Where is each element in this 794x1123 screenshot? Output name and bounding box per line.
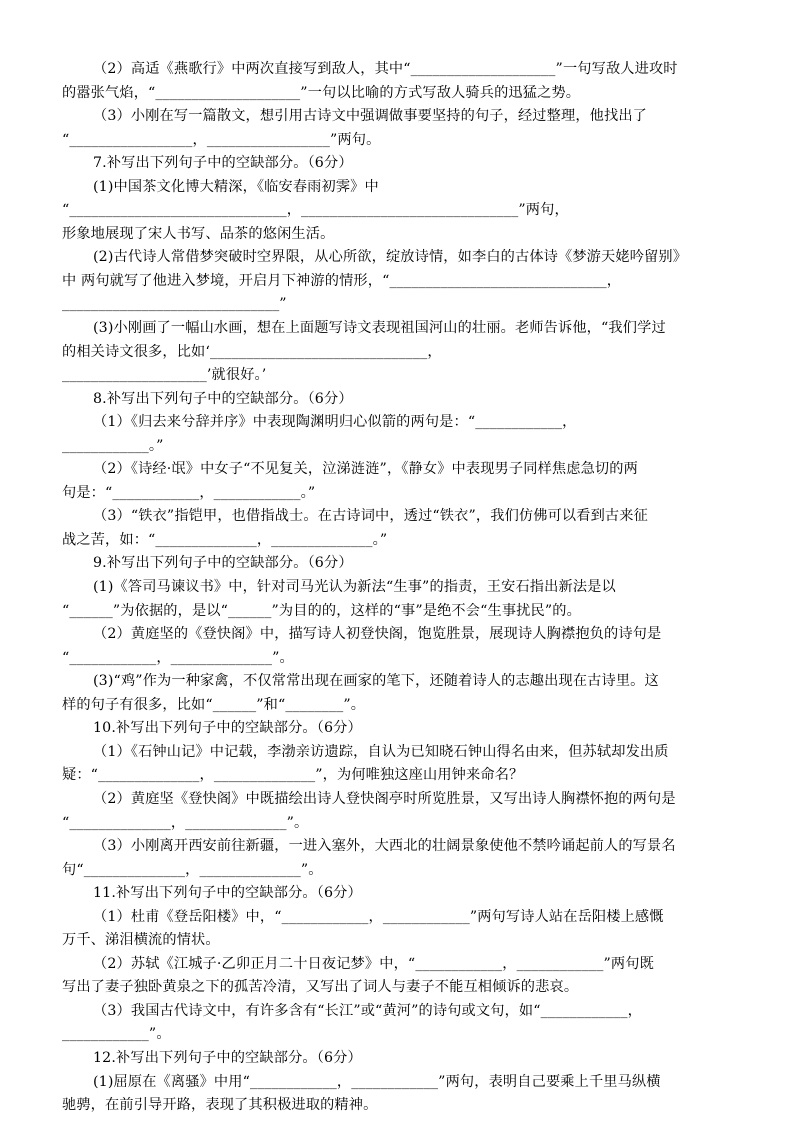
- text-line: 写出了妻子独卧黄泉之下的孤苦冷清，又写出了词人与妻子不能互相倾诉的悲哀。: [62, 979, 579, 996]
- text-line: “______________，______________”。: [62, 814, 309, 831]
- text-line: （1）《石钟山记》中记载，李渤亲访遗踪，自认为已知晓石钟山得名由来，但苏轼却发出质: [93, 743, 669, 760]
- text-line: ____________。”: [62, 437, 164, 454]
- text-line: ____________________’就很好。’: [62, 367, 267, 384]
- question-text-block: [62, 58, 738, 1118]
- question-heading: 12.补写出下列句子中的空缺部分。（6分）: [93, 1049, 362, 1066]
- text-line: （3）“铁衣”指铠甲，也借指战士。在古诗词中，透过“铁衣”，我们仿佛可以看到古来征: [93, 508, 648, 525]
- text-line: (2)古代诗人常借梦突破时空界限，从心所欲，绽放诗情，如李白的古体诗《梦游天姥吟留别》: [93, 249, 688, 266]
- text-line: ____________”。: [62, 1026, 171, 1043]
- text-line: 的嚣张气焰，“____________________”一句以比喻的方式写敌人骑兵的迅猛之势。: [62, 84, 581, 101]
- text-line: 驰骋，在前引导开路，表现了其积极进取的精神。: [62, 1097, 378, 1114]
- text-line: (3)小刚画了一幅山水画，想在上面题写诗文表现祖国河山的壮丽。老师告诉他，“我们学过: [93, 320, 666, 337]
- text-line: （3）小刚在写一篇散文，想引用古诗文中强调做事要坚持的句子，经过整理，他找出了: [93, 108, 648, 125]
- text-line: 样的句子有很多，比如“______”和“________”。: [62, 696, 366, 713]
- question-heading: 11.补写出下列句子中的空缺部分。（6分）: [93, 885, 362, 902]
- text-line: (1)中国茶文化博大精深，《临安春雨初霁》中: [93, 178, 379, 195]
- text-line: 中 两句就写了他进入梦境，开启月下神游的情形，“______________________________，: [62, 272, 622, 289]
- text-line: 形象地展现了宋人书写、品茶的悠闲生活。: [62, 225, 335, 242]
- text-line: “______”为依据的，是以“______”为目的的，这样的“事”是绝不会“生事扰民”的。: [62, 602, 581, 619]
- text-line: “____________，______________”。: [62, 649, 294, 666]
- question-heading: 7.补写出下列句子中的空缺部分。（6分）: [93, 155, 353, 172]
- text-line: （2）高适《燕歌行》中两次直接写到敌人，其中“____________________”一句写敌人进攻时: [93, 61, 678, 77]
- text-line: （2）黄庭坚的《登快阁》中，描写诗人初登快阁，饱览胜景，展现诗人胸襟抱负的诗句是: [93, 626, 662, 643]
- text-line: （1）《归去来兮辞并序》中表现陶渊明归心似箭的两句是：“____________，: [93, 414, 577, 431]
- text-line: 句“______________，______________”。: [62, 861, 323, 878]
- text-line: 句是：“____________，____________。”: [62, 484, 316, 501]
- text-line: 的相关诗文很多，比如‘______________________________，: [62, 343, 442, 360]
- text-line: (3)“鸡”作为一种家禽，不仅常常出现在画家的笔下，还随着诗人的志趣出现在古诗里。这: [93, 673, 659, 690]
- text-line: （3）小刚离开西安前往新疆，一进入塞外，大西北的壮阔景象使他不禁吟诵起前人的写景名: [93, 838, 676, 855]
- question-heading: 9.补写出下列句子中的空缺部分。（6分）: [93, 555, 353, 572]
- text-line: 万千、涕泪横流的情状。: [62, 932, 220, 949]
- text-line: 战之苦，如：“______________，______________。”: [62, 531, 388, 548]
- text-line: （2）《诗经·氓》中女子“不见复关，泣涕涟涟”，《静女》中表现男子同样焦虑急切的两: [93, 461, 638, 478]
- text-line: (1)《答司马谏议书》中，针对司马光认为新法“生事”的指责，王安石指出新法是以: [93, 579, 616, 596]
- text-line: （2）苏轼《江城子·乙卯正月二十日夜记梦》中，“____________，____________”两句既: [93, 955, 654, 972]
- text-line: 疑：“______________，______________”，为何唯独这座山用钟来命名？: [62, 767, 524, 784]
- text-line: “______________________________，______________________________”两句，: [62, 202, 569, 219]
- text-line: “_________________，_________________”两句。: [62, 131, 381, 148]
- text-line: （3）我国古代诗文中，有许多含有“长江”或“黄河”的诗句或文句，如“____________，: [93, 1002, 642, 1019]
- text-line: (1)屈原在《离骚》中用“____________，____________”两句，表明自己要乘上千里马纵横: [93, 1073, 661, 1090]
- question-heading: 10.补写出下列句子中的空缺部分。（6分）: [93, 720, 362, 737]
- text-line: （2）黄庭坚《登快阁》中既描绘出诗人登快阁亭时所览胜景，又写出诗人胸襟怀抱的两句是: [93, 790, 676, 807]
- question-heading: 8.补写出下列句子中的空缺部分。（6分）: [93, 390, 353, 407]
- text-line: （1）杜甫《登岳阳楼》中，“____________，____________”两句写诗人站在岳阳楼上感慨: [93, 908, 664, 925]
- text-line: ______________________________”: [62, 296, 287, 313]
